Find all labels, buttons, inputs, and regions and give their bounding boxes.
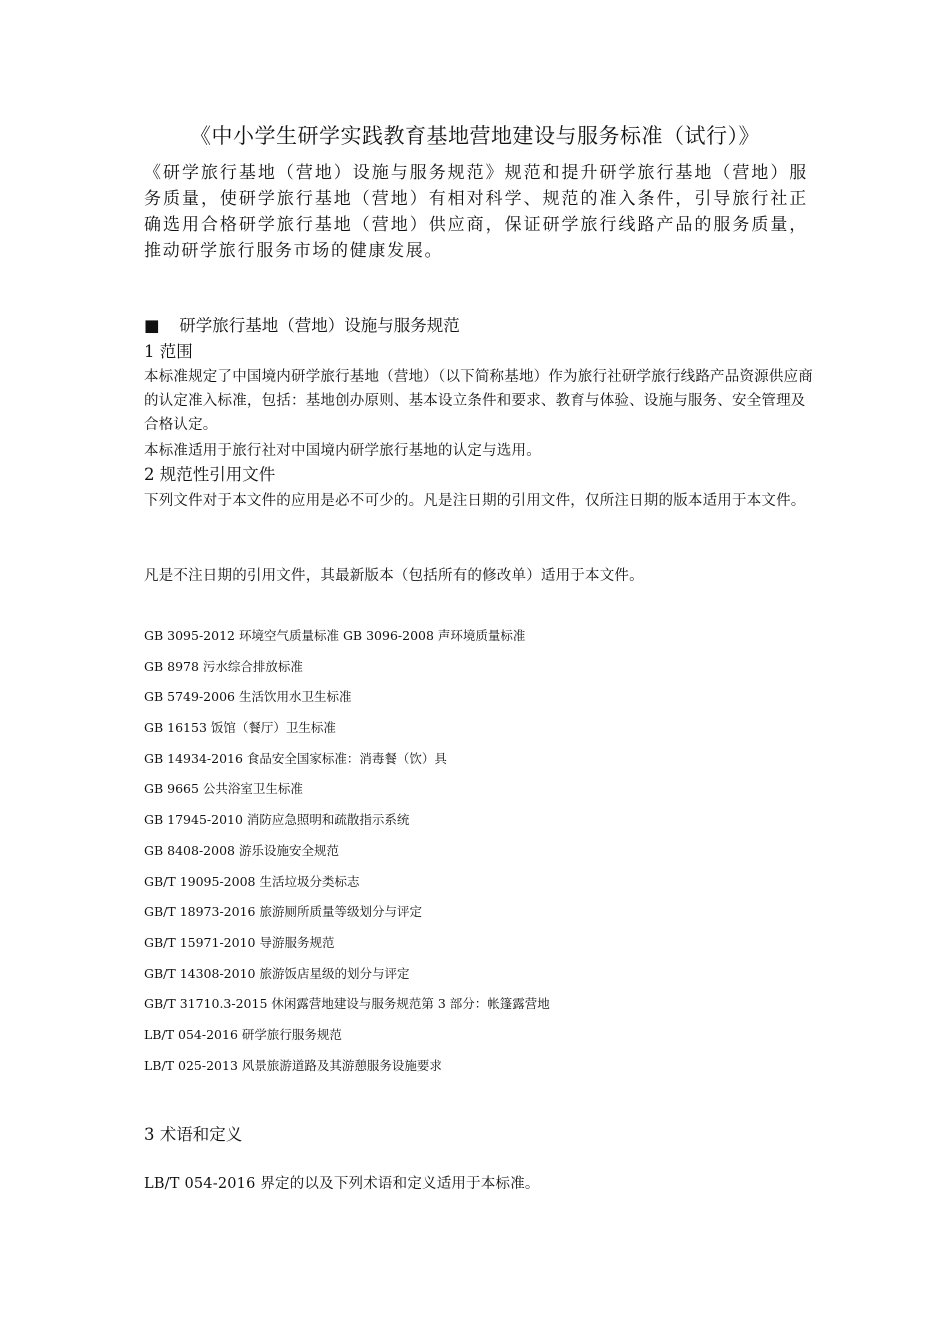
section-2-paragraph-1: 下列文件对于本文件的应用是必不可少的。凡是注日期的引用文件，仅所注日期的版本适用于本文件。 <box>144 493 806 509</box>
reference-item: GB/T 19095-2008 生活垃圾分类标志 <box>144 873 360 889</box>
references-list <box>144 624 814 1084</box>
section-1-heading: 1 范围 <box>144 342 193 361</box>
main-section-heading-text: 研学旅行基地（营地）设施与服务规范 <box>179 316 460 335</box>
section-1-paragraph-2: 本标准适用于旅行社对中国境内研学旅行基地的认定与选用。 <box>144 443 541 459</box>
reference-item: GB/T 15971-2010 导游服务规范 <box>144 934 335 950</box>
reference-item: GB 16153 饭馆（餐厅）卫生标准 <box>144 720 336 736</box>
section-2-heading: 2 规范性引用文件 <box>144 465 276 484</box>
reference-item: GB 14934-2016 食品安全国家标准：消毒餐（饮）具 <box>144 750 447 766</box>
reference-item: GB/T 18973-2016 旅游厕所质量等级划分与评定 <box>144 904 422 920</box>
reference-item: GB 9665 公共浴室卫生标准 <box>144 781 303 797</box>
black-square-bullet: ■ <box>144 316 160 335</box>
reference-item: GB 5749-2006 生活饮用水卫生标准 <box>144 689 352 705</box>
main-section-heading <box>144 314 814 338</box>
reference-item: GB 3095-2012 环境空气质量标准 GB 3096-2008 声环境质量标准 <box>144 628 526 643</box>
reference-item: GB 17945-2010 消防应急照明和疏散指示系统 <box>144 812 410 828</box>
section-3-paragraph-1: LB/T 054-2016 界定的以及下列术语和定义适用于本标准。 <box>144 1176 540 1192</box>
section-1-paragraph-1: 本标准规定了中国境内研学旅行基地（营地）（以下简称基地）作为旅行社研学旅行线路产品资源供应商的认定准入标准，包括：基地创办原则、基本设立条件和要求、教育与体验、设施与服务、安全管理及合格认定。 <box>144 369 813 433</box>
section-3-heading: 3 术语和定义 <box>144 1125 243 1144</box>
intro-paragraph: 《研学旅行基地（营地）设施与服务规范》规范和提升研学旅行基地（营地）服务质量，使研学旅行基地（营地）有相对科学、规范的准入条件，引导旅行社正确选用合格研学旅行基地（营地）供应商，保证研学旅行线路产品的服务质量，推动研学旅行服务市场的健康发展。 <box>144 163 808 261</box>
reference-item: GB 8408-2008 游乐设施安全规范 <box>144 842 339 858</box>
reference-item: LB/T 054-2016 研学旅行服务规范 <box>144 1026 342 1042</box>
reference-item: GB/T 14308-2010 旅游饭店星级的划分与评定 <box>144 965 410 981</box>
reference-item: LB/T 025-2013 风景旅游道路及其游憩服务设施要求 <box>144 1057 442 1073</box>
reference-item: GB/T 31710.3-2015 休闲露营地建设与服务规范第 3 部分：帐篷露营地 <box>144 996 550 1012</box>
section-2-paragraph-2: 凡是不注日期的引用文件，其最新版本（包括所有的修改单）适用于本文件。 <box>144 568 644 584</box>
reference-item: GB 8978 污水综合排放标准 <box>144 658 303 674</box>
document-title: 《中小学生研学实践教育基地营地建设与服务标准（试行）》 <box>190 124 760 148</box>
